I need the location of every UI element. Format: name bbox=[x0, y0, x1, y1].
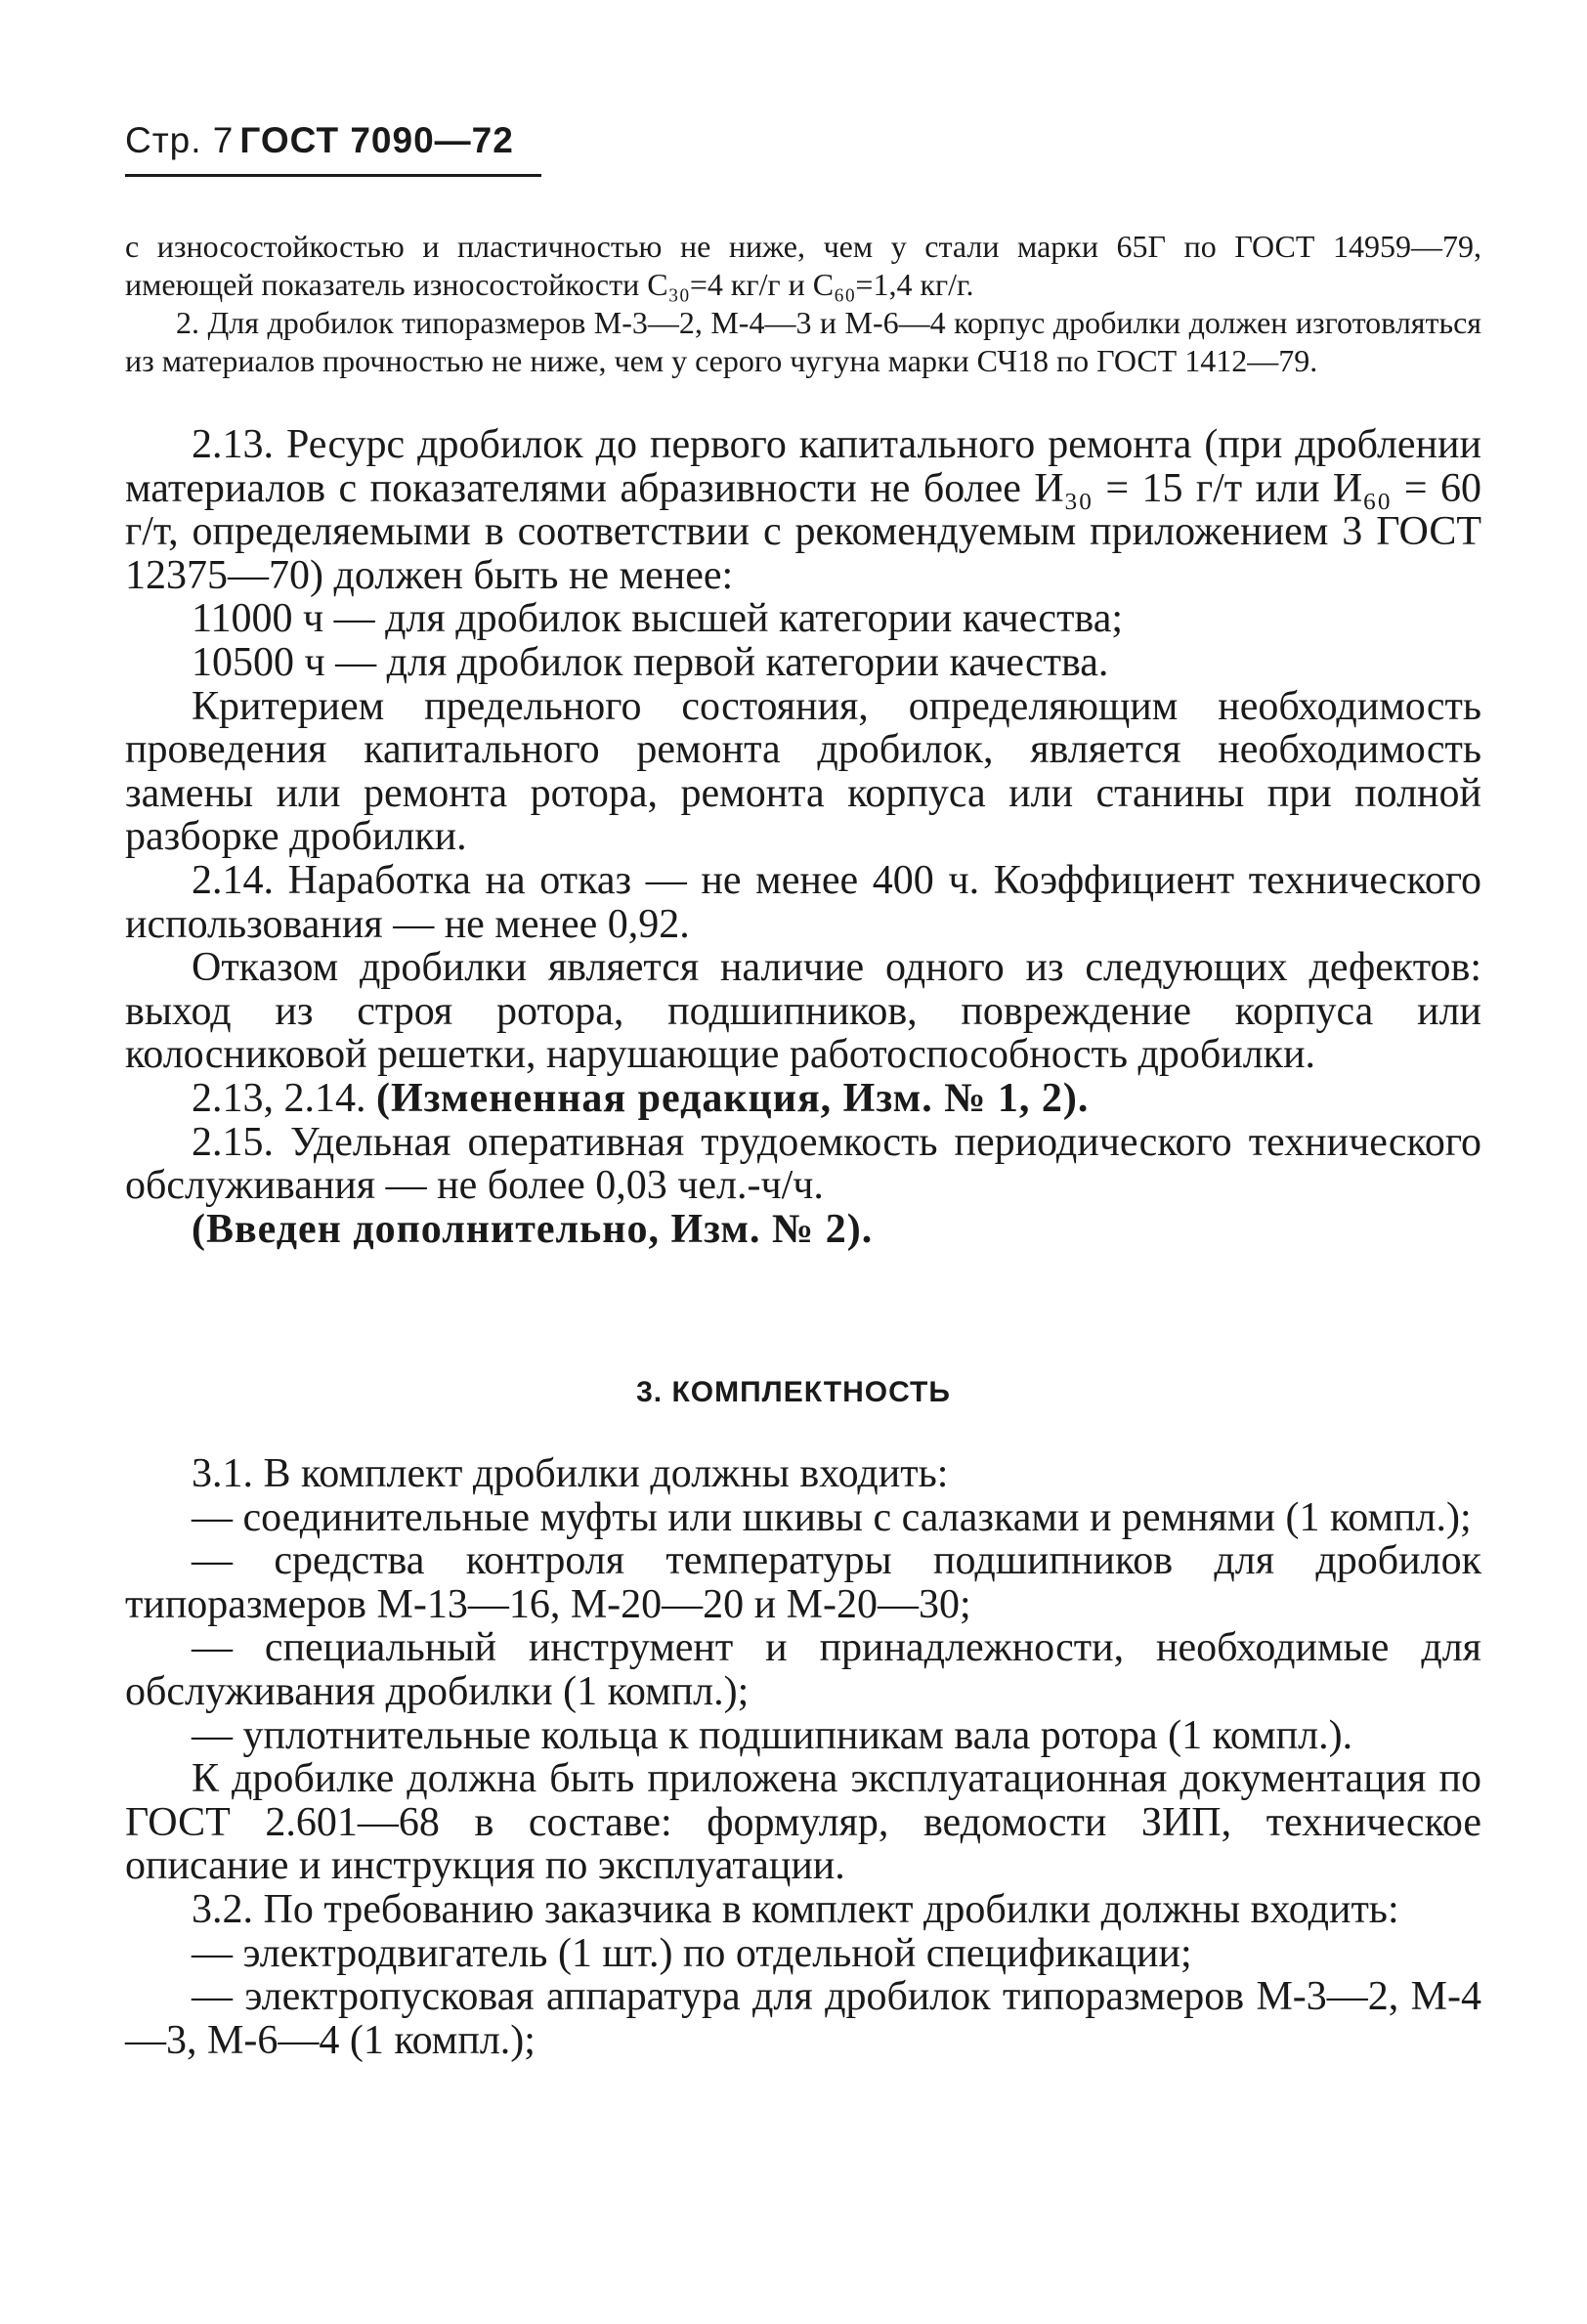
list-item-special-tools: — специальный инструмент и принадлежности, необходимые для обслуживания дробилки (1 компл.); bbox=[125, 1625, 1481, 1714]
clause-2-13-item-b: 10500 ч — для дробилок первой категории качества. bbox=[192, 639, 1109, 685]
list-item-starting-equipment: — электропусковая аппаратура для дробилок типоразмеров М-3—2, М-4—3, М-6—4 (1 компл.); bbox=[125, 1974, 1481, 2063]
introduced-note bbox=[125, 1208, 1481, 1252]
list-item-temperature-control: — средства контроля температуры подшипников для дробилок типоразмеров М-13—16, М-20—20 и М-20—30; bbox=[125, 1538, 1481, 1627]
section-2-body bbox=[125, 423, 1481, 1251]
list-item-sealing-rings: — уплотнительные кольца к подшипникам вала ротора (1 компл.). bbox=[192, 1712, 1353, 1758]
clause-3-1: 3.1. В комплект дробилки должны входить: bbox=[192, 1451, 949, 1496]
introduced-text: (Введен дополнительно, Изм. № 2). bbox=[192, 1206, 874, 1252]
page-header bbox=[125, 119, 514, 162]
note-2: 2. Для дробилок типоразмеров М-3—2, М-4—3 и М-6—4 корпус дробилки должен изготовляться из материалов прочностью не ниже, чем у серого чугуна марки СЧ18 по ГОСТ 1412—79. bbox=[125, 305, 1481, 378]
section-3-body bbox=[125, 1452, 1481, 2062]
clause-2-15: 2.15. Удельная оперативная трудоемкость периодического технического обслуживания — не более 0,03 чел.-ч/ч. bbox=[125, 1119, 1481, 1209]
notes-block bbox=[125, 228, 1481, 380]
clause-2-13: 2.13. Ресурс дробилок до первого капитального ремонта (при дроблении материалов с показателями абразивности не более И₃₀ = 15 г/т или И₆₀ = 60 г/т, определяемыми в соответствии с рекомендуемым приложением 3 ГОСТ 12375—70) должен быть не менее: bbox=[125, 422, 1481, 598]
clause-3-2: 3.2. По требованию заказчика в комплект дробилки должны входить: bbox=[192, 1886, 1399, 1932]
list-item-couplings: — соединительные муфты или шкивы с салазками и ремнями (1 компл.); bbox=[192, 1494, 1472, 1540]
clause-2-13-item-a: 11000 ч — для дробилок высшей категории качества; bbox=[192, 596, 1124, 642]
amendment-text: (Измененная редакция, Изм. № 1, 2). bbox=[376, 1075, 1090, 1121]
section-3-title: 3. КОМПЛЕКТНОСТЬ bbox=[636, 1376, 951, 1408]
header-rule bbox=[125, 174, 541, 177]
amendment-note bbox=[125, 1077, 1481, 1121]
clause-2-14-failure: Отказом дробилки является наличие одного из следующих дефектов: выход из строя ротора, подшипников, повреждение корпуса или колосниковой решетки, нарушающие работоспособность дробилки. bbox=[125, 945, 1481, 1078]
page-number: Стр. 7 bbox=[125, 120, 235, 160]
documentation-paragraph: К дробилке должна быть приложена эксплуатационная документация по ГОСТ 2.601—68 в составе: формуляр, ведомости ЗИП, техническое описание и инструкция по эксплуатации. bbox=[125, 1756, 1481, 1889]
note-1-continuation: с износостойкостью и пластичностью не ниже, чем у стали марки 65Г по ГОСТ 14959—79, имеющей показатель износостойкости C₃₀=4 кг/г и C₆₀=1,4 кг/г. bbox=[125, 229, 1481, 302]
clause-2-13-criterion: Критерием предельного состояния, определяющим необходимость проведения капитального ремонта дробилок, является необходимость замены или ремонта ротора, ремонта корпуса или станины при полной разборке дробилки. bbox=[125, 683, 1481, 860]
amendment-clauses: 2.13, 2.14. bbox=[192, 1075, 376, 1121]
standard-number: ГОСТ 7090—72 bbox=[239, 120, 514, 160]
list-item-motor: — электродвигатель (1 шт.) по отдельной спецификации; bbox=[192, 1930, 1192, 1976]
clause-2-14: 2.14. Наработка на отказ — не менее 400 ч. Коэффициент технического использования — не менее 0,92. bbox=[125, 857, 1481, 947]
